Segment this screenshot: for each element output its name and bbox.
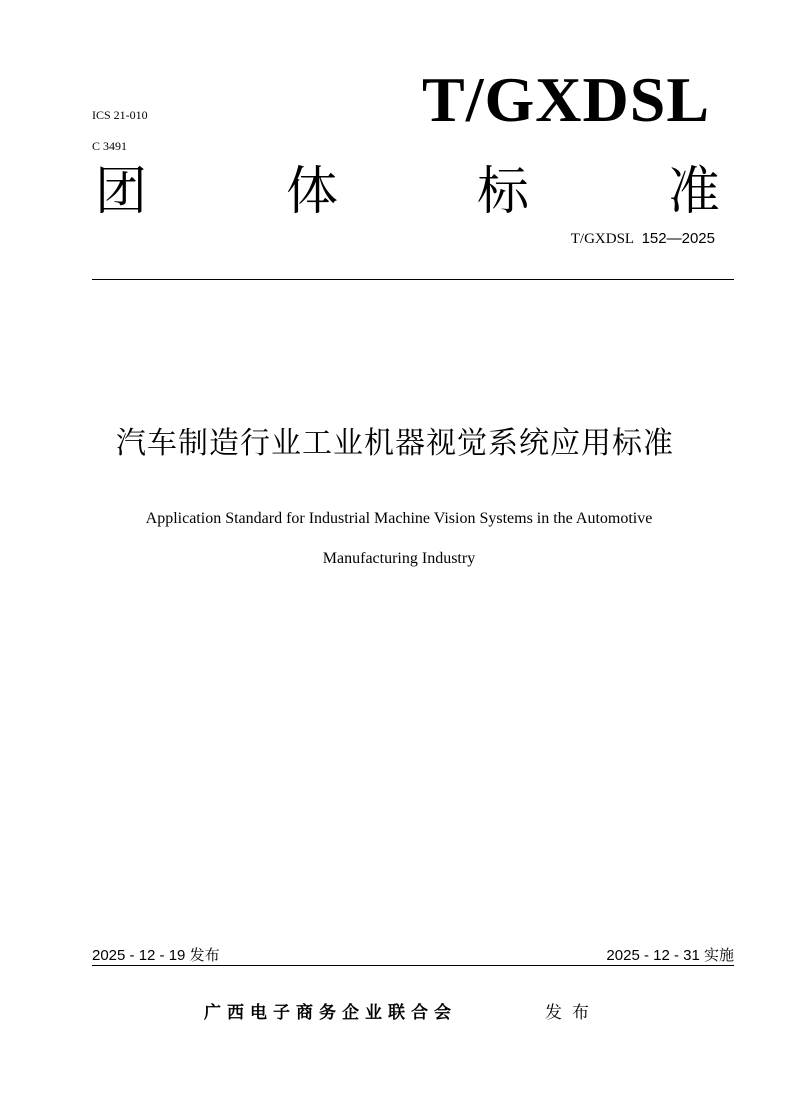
- ccs-code: C 3491: [92, 139, 128, 153]
- standard-number: [571, 230, 715, 248]
- ics-code: ICS 21-010: [92, 108, 148, 122]
- category-char: 体: [285, 162, 338, 222]
- document-title-chinese: 汽车制造行业工业机器视觉系统应用标准: [116, 426, 674, 461]
- standard-prefix: T/GXDSL: [570, 231, 635, 247]
- publisher-name: 广西电子商务企业联合会: [204, 1003, 457, 1023]
- document-title-english-line2: Manufacturing Industry: [322, 550, 476, 567]
- standard-brand: T/GXDSL: [422, 64, 710, 135]
- implementation-date: 2025 - 12 - 31 实施: [606, 947, 734, 964]
- category-char: 准: [667, 162, 720, 222]
- category-heading: [95, 162, 720, 222]
- category-char: 标: [476, 162, 529, 222]
- top-divider: [92, 279, 734, 280]
- publish-label: 发布: [545, 1003, 599, 1023]
- date-bar: [92, 944, 734, 965]
- standard-number-value: 152—2025: [641, 230, 715, 247]
- document-title-english-line1: Application Standard for Industrial Machine Vision Systems in the Automotive: [145, 510, 653, 527]
- release-date: 2025 - 12 - 19 发布: [92, 947, 220, 964]
- bottom-divider: [92, 965, 734, 966]
- category-char: 团: [95, 162, 148, 222]
